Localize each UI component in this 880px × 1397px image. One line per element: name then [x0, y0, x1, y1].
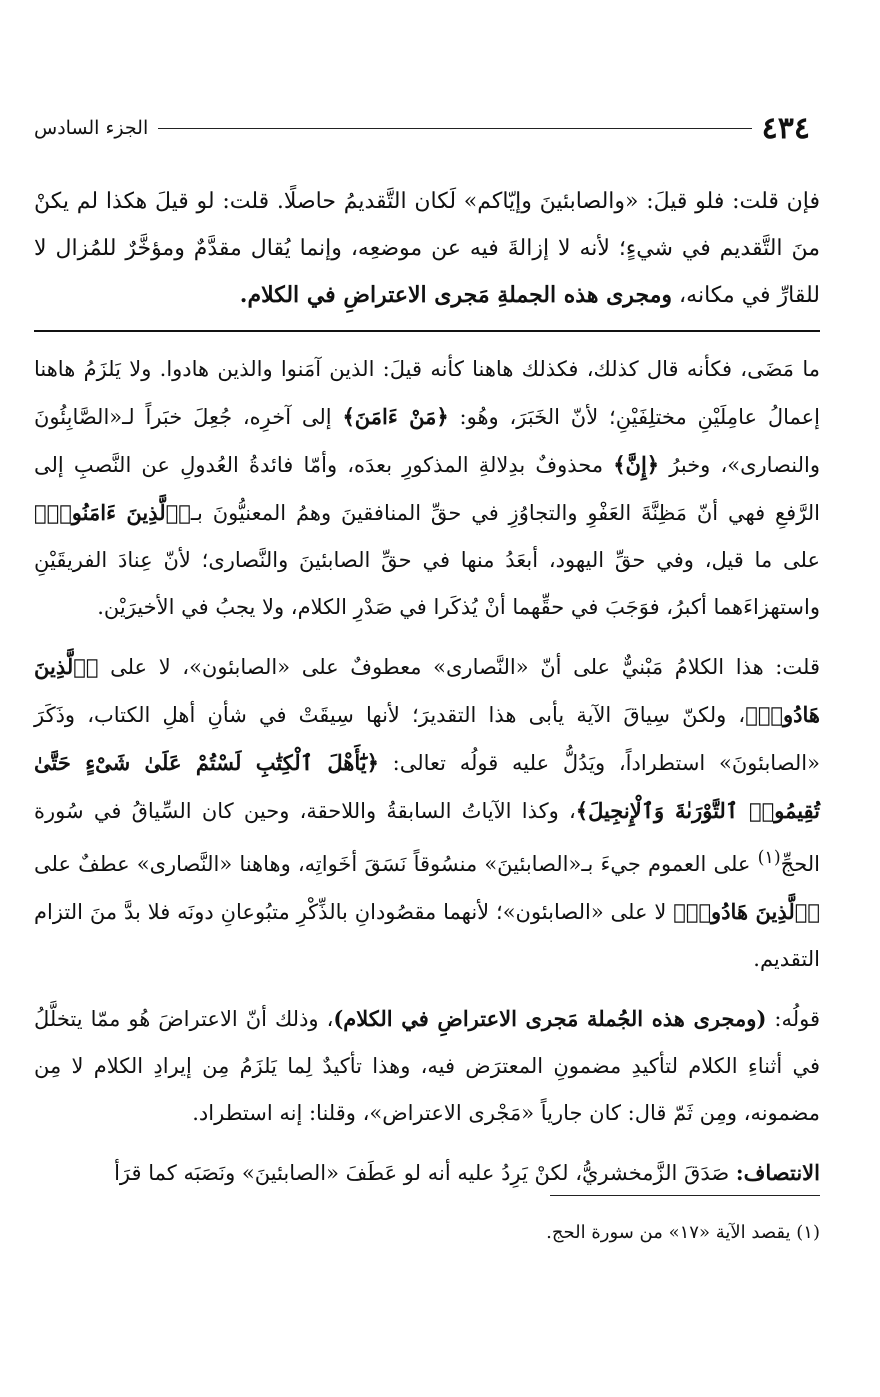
- quoted-lemma: (ومجرى هذه الجُملة مَجرى الاعتراضِ في الكلام): [333, 1006, 767, 1031]
- section-lead: الانتصاف:: [735, 1160, 820, 1185]
- page-header: [34, 108, 810, 148]
- quran-quote: ﴿إِنَّ﴾: [613, 452, 660, 477]
- text-run: لا على «الصابئون»؛ لأنهما مقصُودانِ بالذِّكْرِ متبُوعانِ دونَه فلا بدَّ منَ التزام التقديم.: [34, 900, 820, 971]
- text-run: قلت: هذا الكلامُ مَبْنيٌّ على أنّ «النَّصارى» معطوفٌ على «الصابئون»، لا على: [98, 655, 820, 679]
- text-run: على ما قيل، وفي حقِّ اليهود، أبعَدُ منها في حقِّ الصابئينَ والنَّصارى؛ لأنّ عِنادَ الفريقَيْنِ واستهزاءَهما أكبرُ، فوَجَبَ في حقِّهما أنْ يُذكَرا في صَدْرِ الكلام، ولا يجبُ في الأخيرَيْن.: [34, 548, 820, 619]
- matn-divider: [34, 330, 820, 332]
- quran-quote: ﴿ٱلَّذِينَ هَادُوا۟﴾: [673, 899, 820, 924]
- matn-body: فإن قلت: فلو قيلَ: «والصابئينَ وإيّاكم» لَكان التَّقديمُ حاصلًا. قلت: لو قيلَ هكذا لم يكنْ منَ التَّقديم في شيءٍ؛ لأنه لا إزالةَ فيه عن موضعِه، وإنما يُقال مقدَّمٌ ومؤخَّرٌ للمُزال لا للقارِّ في مكانه،: [34, 189, 820, 308]
- matn-bold: ومجرى هذه الجملةِ مَجرى الاعتراضِ في الكلام.: [239, 282, 673, 308]
- footnote: (١) يقصد الآية «١٧» من سورة الحج.: [546, 1222, 820, 1243]
- text-run: قولُه:: [766, 1007, 820, 1031]
- commentary-paragraph-3: [34, 995, 820, 1137]
- commentary: [34, 346, 820, 1209]
- commentary-paragraph-4: [34, 1149, 820, 1197]
- text-run: صَدَقَ الزَّمخشريُّ، لكنْ يَرِدُ عليه أنه لو عَطَفَ «الصابئينَ» ونَصَبَه كما قرَأ: [114, 1161, 736, 1185]
- quran-quote: ﴿مَنْ ءَامَنَ﴾: [342, 404, 449, 429]
- text-run: محذوفٌ بدِلالةِ المذكورِ بعدَه، وأمّا فائدةُ العُدولِ عن النَّصبِ إلى الرَّفعِ فهي أنّ مَظِنَّةَ العَفْوِ والتجاوُزِ في حقِّ المنافقينَ وهمُ المعنيُّونَ بـ: [34, 453, 821, 525]
- page-number: ٤٣٤: [761, 110, 810, 146]
- header-rule: [158, 128, 751, 129]
- quran-quote: ﴿يَٰٓأَهْلَ ٱلْكِتَٰبِ لَسْتُمْ عَلَىٰ شَىْءٍ حَتَّىٰ تُقِيمُوا۟ ٱلتَّوْرَىٰةَ وَٱلْإِنجِيلَ﴾: [34, 750, 821, 823]
- quran-quote: ﴿ٱلَّذِينَ هَادُوا۟﴾: [34, 654, 820, 727]
- quran-quote: ﴿ٱلَّذِينَ ءَامَنُوا۟﴾: [34, 500, 191, 525]
- text-run: ، وذلك أنّ الاعتراضَ هُو ممّا يتخلَّلُ في أثناءِ الكلام لتأكيدِ مضمونِ المعترَض فيه، وهذا تأكيدٌ لِما يَلزَمُ مِن إيرادِ الكلام لا مِن مضمونه، ومِن ثَمّ قال: كان جارياً «مَجْرى الاعتراض»، وقلنا: إنه استطراد.: [34, 1007, 820, 1125]
- text-run: على العموم جيءَ بـ«الصابئينَ» منسُوقاً نَسَقَ أخَواتِه، وهاهنا «النَّصارى» عطفٌ على: [34, 852, 758, 876]
- matn-text: [34, 178, 820, 319]
- commentary-paragraph-2: [34, 643, 820, 983]
- footnote-divider: [550, 1195, 820, 1196]
- text-run: ، وكذا الآياتُ السابقةُ واللاحقة، وحين كان السِّياقُ في سُورة الحجِّ: [34, 799, 820, 876]
- running-title: الجزء السادس: [34, 117, 149, 139]
- text-run: ، ولكنّ سِياقَ الآية يأبى هذا التقديرَ؛ لأنها سِيقَتْ في شأنِ أهلِ الكتاب، وذَكَرَ «الصابئونَ» استطراداً، ويَدُلُّ عليه قولُه تعالى:: [34, 703, 820, 775]
- commentary-paragraph-1: [34, 346, 820, 631]
- text-run: ما مَضَى، فكأنه قال كذلك، فكذلك هاهنا كأنه قيلَ: الذين آمَنوا والذين هادوا. ولا يَلزَمُ هاهنا إعمالُ عامِلَيْنِ مختلِفَيْنِ؛ لأنّ الخَبَرَ، وهُو:: [34, 357, 820, 429]
- text-run: إلى آخرِه، جُعِلَ خبَراً لـ«الصَّابِئُونَ والنصارى»، وخبرُ: [34, 405, 820, 477]
- footnote-marker[interactable]: (١): [757, 848, 781, 868]
